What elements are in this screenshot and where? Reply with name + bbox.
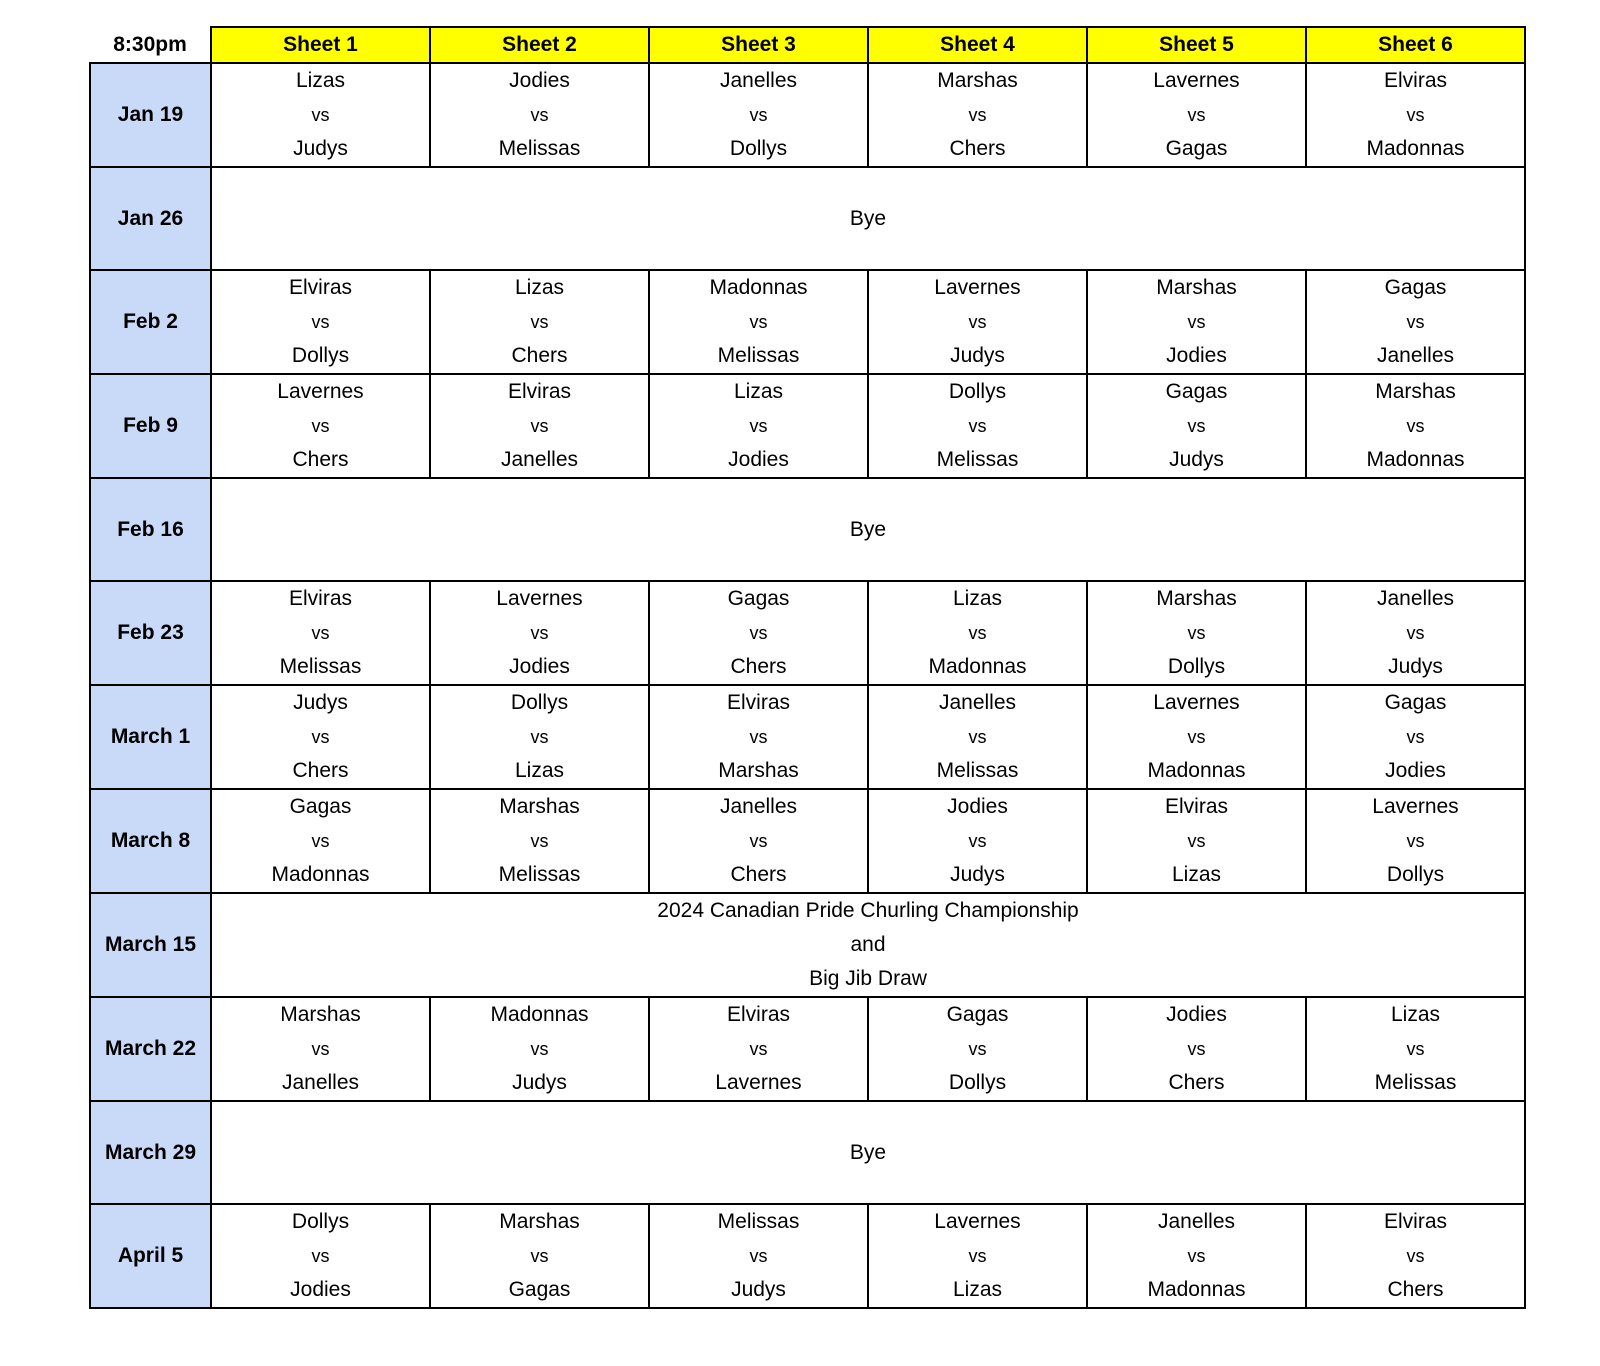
vs-label: vs <box>1406 1039 1425 1059</box>
vs-label: vs <box>749 1039 768 1059</box>
vs-label: vs <box>530 1246 549 1266</box>
team-name: Marshas <box>1156 587 1237 610</box>
team-name: Chers <box>292 759 349 782</box>
team-name: Madonnas <box>1366 137 1465 160</box>
note-text: and <box>850 933 886 956</box>
game-cell <box>1087 581 1306 685</box>
team-name: Lavernes <box>1153 69 1240 92</box>
game-cell <box>868 63 1087 167</box>
vs-label: vs <box>968 416 987 436</box>
game-cell <box>868 374 1087 478</box>
team-name: Marshas <box>718 759 799 782</box>
team-name: Dollys <box>291 344 350 367</box>
team-name: Marshas <box>1375 380 1456 403</box>
vs-label: vs <box>1187 312 1206 332</box>
vs-label: vs <box>530 727 549 747</box>
team-name: Elviras <box>1383 1210 1447 1233</box>
team-name: Janelles <box>1376 344 1455 367</box>
vs-label: vs <box>1187 1039 1206 1059</box>
schedule-row <box>90 789 1525 893</box>
game-cell <box>649 997 868 1101</box>
sheet-header: Sheet 2 <box>430 27 649 63</box>
game-cell <box>649 789 868 893</box>
game-cell <box>1087 63 1306 167</box>
game-cell <box>868 685 1087 789</box>
vs-label: vs <box>749 312 768 332</box>
date-cell: Feb 16 <box>90 478 211 581</box>
team-name: Janelles <box>281 1071 360 1094</box>
team-name: Madonnas <box>928 655 1027 678</box>
team-name: Dollys <box>291 1210 350 1233</box>
vs-label: vs <box>311 1246 330 1266</box>
team-name: Dollys <box>1386 863 1445 886</box>
sheet-header: Sheet 3 <box>649 27 868 63</box>
note-text: 2024 Canadian Pride Churling Championship <box>657 899 1079 922</box>
team-name: Janelles <box>1376 587 1455 610</box>
schedule-body <box>90 63 1525 1308</box>
team-name: Elviras <box>507 380 571 403</box>
team-name: Gagas <box>1384 276 1447 299</box>
header-row <box>90 27 1525 63</box>
game-cell <box>1306 1204 1525 1308</box>
vs-label: vs <box>749 416 768 436</box>
vs-label: vs <box>968 1039 987 1059</box>
team-name: Lavernes <box>277 380 364 403</box>
team-name: Madonnas <box>1366 448 1465 471</box>
draw-time: 8:30pm <box>113 32 187 56</box>
team-name: Melissas <box>717 344 800 367</box>
team-name: Gagas <box>727 587 790 610</box>
team-name: Dollys <box>948 1071 1007 1094</box>
vs-label: vs <box>1406 727 1425 747</box>
team-name: Marshas <box>499 1210 580 1233</box>
schedule-row <box>90 1101 1525 1204</box>
team-name: Dollys <box>948 380 1007 403</box>
game-cell <box>868 997 1087 1101</box>
schedule-row <box>90 685 1525 789</box>
game-cell <box>430 270 649 374</box>
team-name: Lizas <box>952 1278 1003 1301</box>
date-cell: Feb 23 <box>90 581 211 685</box>
game-cell <box>430 374 649 478</box>
vs-label: vs <box>749 623 768 643</box>
game-cell <box>1306 581 1525 685</box>
game-cell <box>430 63 649 167</box>
schedule-row <box>90 374 1525 478</box>
team-name: Elviras <box>288 587 352 610</box>
game-cell <box>649 1204 868 1308</box>
team-name: Melissas <box>717 1210 800 1233</box>
team-name: Marshas <box>280 1003 361 1026</box>
game-cell <box>430 581 649 685</box>
team-name: Janelles <box>938 691 1017 714</box>
schedule-row <box>90 997 1525 1101</box>
team-name: Jodies <box>1166 344 1227 367</box>
sheet-header: Sheet 6 <box>1306 27 1525 63</box>
team-name: Gagas <box>1165 137 1228 160</box>
game-cell <box>868 270 1087 374</box>
schedule-row <box>90 63 1525 167</box>
vs-label: vs <box>968 312 987 332</box>
vs-label: vs <box>530 623 549 643</box>
note-cell <box>211 478 1525 581</box>
team-name: Lavernes <box>715 1071 802 1094</box>
game-cell <box>868 1204 1087 1308</box>
sheet-header: Sheet 4 <box>868 27 1087 63</box>
vs-label: vs <box>311 312 330 332</box>
team-name: Elviras <box>726 1003 790 1026</box>
schedule-table <box>89 26 1526 1309</box>
team-name: Judys <box>1169 448 1224 471</box>
team-name: Lavernes <box>934 1210 1021 1233</box>
vs-label: vs <box>530 1039 549 1059</box>
game-cell <box>649 270 868 374</box>
vs-label: vs <box>749 105 768 125</box>
game-cell <box>211 581 430 685</box>
team-name: Chers <box>730 655 787 678</box>
vs-label: vs <box>311 105 330 125</box>
schedule-row <box>90 893 1525 997</box>
vs-label: vs <box>1187 727 1206 747</box>
vs-label: vs <box>1406 312 1425 332</box>
vs-label: vs <box>1406 623 1425 643</box>
team-name: Jodies <box>728 448 789 471</box>
game-cell <box>211 63 430 167</box>
game-cell <box>1306 374 1525 478</box>
game-cell <box>430 1204 649 1308</box>
date-cell: March 29 <box>90 1101 211 1204</box>
game-cell <box>868 789 1087 893</box>
team-name: Marshas <box>1156 276 1237 299</box>
team-name: Marshas <box>499 795 580 818</box>
team-name: Dollys <box>510 691 569 714</box>
vs-label: vs <box>968 623 987 643</box>
note-cell <box>211 1101 1525 1204</box>
note-cell <box>211 167 1525 270</box>
team-name: Gagas <box>946 1003 1009 1026</box>
team-name: Madonnas <box>490 1003 589 1026</box>
vs-label: vs <box>968 831 987 851</box>
team-name: Lizas <box>1171 863 1222 886</box>
note-text: Big Jib Draw <box>809 967 927 990</box>
game-cell <box>649 374 868 478</box>
game-cell <box>1087 789 1306 893</box>
team-name: Elviras <box>1383 69 1447 92</box>
team-name: Janelles <box>719 69 798 92</box>
vs-label: vs <box>749 727 768 747</box>
date-cell: Feb 2 <box>90 270 211 374</box>
team-name: Dollys <box>1167 655 1226 678</box>
team-name: Gagas <box>1165 380 1228 403</box>
team-name: Lavernes <box>934 276 1021 299</box>
vs-label: vs <box>311 416 330 436</box>
date-cell: March 22 <box>90 997 211 1101</box>
game-cell <box>211 789 430 893</box>
note-cell <box>211 893 1525 997</box>
team-name: Lizas <box>514 276 565 299</box>
note-text: Bye <box>849 1140 887 1164</box>
team-name: Judys <box>950 344 1005 367</box>
schedule-row <box>90 478 1525 581</box>
vs-label: vs <box>1187 1246 1206 1266</box>
team-name: Melissas <box>279 655 362 678</box>
team-name: Judys <box>731 1278 786 1301</box>
vs-label: vs <box>1187 416 1206 436</box>
team-name: Chers <box>949 137 1006 160</box>
vs-label: vs <box>530 831 549 851</box>
team-name: Lavernes <box>1372 795 1459 818</box>
schedule-row <box>90 581 1525 685</box>
team-name: Gagas <box>1384 691 1447 714</box>
team-name: Jodies <box>290 1278 351 1301</box>
team-name: Janelles <box>719 795 798 818</box>
team-name: Jodies <box>509 69 570 92</box>
team-name: Lizas <box>733 380 784 403</box>
game-cell <box>211 685 430 789</box>
team-name: Judys <box>293 691 348 714</box>
game-cell <box>211 270 430 374</box>
game-cell <box>1087 685 1306 789</box>
date-cell: Feb 9 <box>90 374 211 478</box>
team-name: Chers <box>511 344 568 367</box>
team-name: Chers <box>292 448 349 471</box>
game-cell <box>649 63 868 167</box>
schedule-row <box>90 1204 1525 1308</box>
game-cell <box>1306 685 1525 789</box>
team-name: Lizas <box>295 69 346 92</box>
game-cell <box>868 581 1087 685</box>
team-name: Chers <box>1387 1278 1444 1301</box>
game-cell <box>1087 270 1306 374</box>
team-name: Lizas <box>1390 1003 1441 1026</box>
sheet-header: Sheet 5 <box>1087 27 1306 63</box>
team-name: Lizas <box>514 759 565 782</box>
team-name: Gagas <box>289 795 352 818</box>
team-name: Melissas <box>498 863 581 886</box>
team-name: Jodies <box>509 655 570 678</box>
team-name: Madonnas <box>1147 759 1246 782</box>
vs-label: vs <box>311 1039 330 1059</box>
vs-label: vs <box>311 727 330 747</box>
game-cell <box>1087 374 1306 478</box>
team-name: Melissas <box>498 137 581 160</box>
team-name: Melissas <box>936 759 1019 782</box>
note-text: Bye <box>849 206 887 230</box>
vs-label: vs <box>749 831 768 851</box>
team-name: Chers <box>730 863 787 886</box>
vs-label: vs <box>1406 416 1425 436</box>
team-name: Madonnas <box>1147 1278 1246 1301</box>
game-cell <box>1306 789 1525 893</box>
vs-label: vs <box>968 1246 987 1266</box>
team-name: Lavernes <box>496 587 583 610</box>
sheet-header: Sheet 1 <box>211 27 430 63</box>
vs-label: vs <box>1187 831 1206 851</box>
team-name: Madonnas <box>709 276 808 299</box>
team-name: Judys <box>512 1071 567 1094</box>
team-name: Jodies <box>1385 759 1446 782</box>
team-name: Elviras <box>288 276 352 299</box>
team-name: Madonnas <box>271 863 370 886</box>
game-cell <box>430 685 649 789</box>
schedule-row <box>90 270 1525 374</box>
note-text: Bye <box>849 517 887 541</box>
team-name: Judys <box>1388 655 1443 678</box>
date-cell: March 8 <box>90 789 211 893</box>
team-name: Marshas <box>937 69 1018 92</box>
team-name: Judys <box>950 863 1005 886</box>
date-cell: Jan 19 <box>90 63 211 167</box>
vs-label: vs <box>1187 105 1206 125</box>
game-cell <box>430 997 649 1101</box>
vs-label: vs <box>311 831 330 851</box>
team-name: Jodies <box>1166 1003 1227 1026</box>
date-cell: Jan 26 <box>90 167 211 270</box>
team-name: Dollys <box>729 137 788 160</box>
game-cell <box>1306 997 1525 1101</box>
team-name: Lizas <box>952 587 1003 610</box>
team-name: Elviras <box>1164 795 1228 818</box>
vs-label: vs <box>749 1246 768 1266</box>
vs-label: vs <box>1406 105 1425 125</box>
game-cell <box>430 789 649 893</box>
game-cell <box>1306 270 1525 374</box>
game-cell <box>1087 1204 1306 1308</box>
team-name: Janelles <box>500 448 579 471</box>
game-cell <box>1087 997 1306 1101</box>
vs-label: vs <box>1406 1246 1425 1266</box>
date-cell: March 1 <box>90 685 211 789</box>
game-cell <box>211 1204 430 1308</box>
game-cell <box>211 374 430 478</box>
team-name: Melissas <box>1374 1071 1457 1094</box>
team-name: Janelles <box>1157 1210 1236 1233</box>
team-name: Elviras <box>726 691 790 714</box>
schedule-row <box>90 167 1525 270</box>
game-cell <box>649 581 868 685</box>
team-name: Gagas <box>508 1278 571 1301</box>
vs-label: vs <box>1187 623 1206 643</box>
vs-label: vs <box>530 105 549 125</box>
game-cell <box>211 997 430 1101</box>
team-name: Jodies <box>947 795 1008 818</box>
vs-label: vs <box>1406 831 1425 851</box>
date-cell: March 15 <box>90 893 211 997</box>
team-name: Melissas <box>936 448 1019 471</box>
date-cell: April 5 <box>90 1204 211 1308</box>
team-name: Chers <box>1168 1071 1225 1094</box>
team-name: Lavernes <box>1153 691 1240 714</box>
vs-label: vs <box>530 312 549 332</box>
vs-label: vs <box>530 416 549 436</box>
team-name: Judys <box>293 137 348 160</box>
game-cell <box>1306 63 1525 167</box>
vs-label: vs <box>311 623 330 643</box>
vs-label: vs <box>968 727 987 747</box>
game-cell <box>649 685 868 789</box>
vs-label: vs <box>968 105 987 125</box>
